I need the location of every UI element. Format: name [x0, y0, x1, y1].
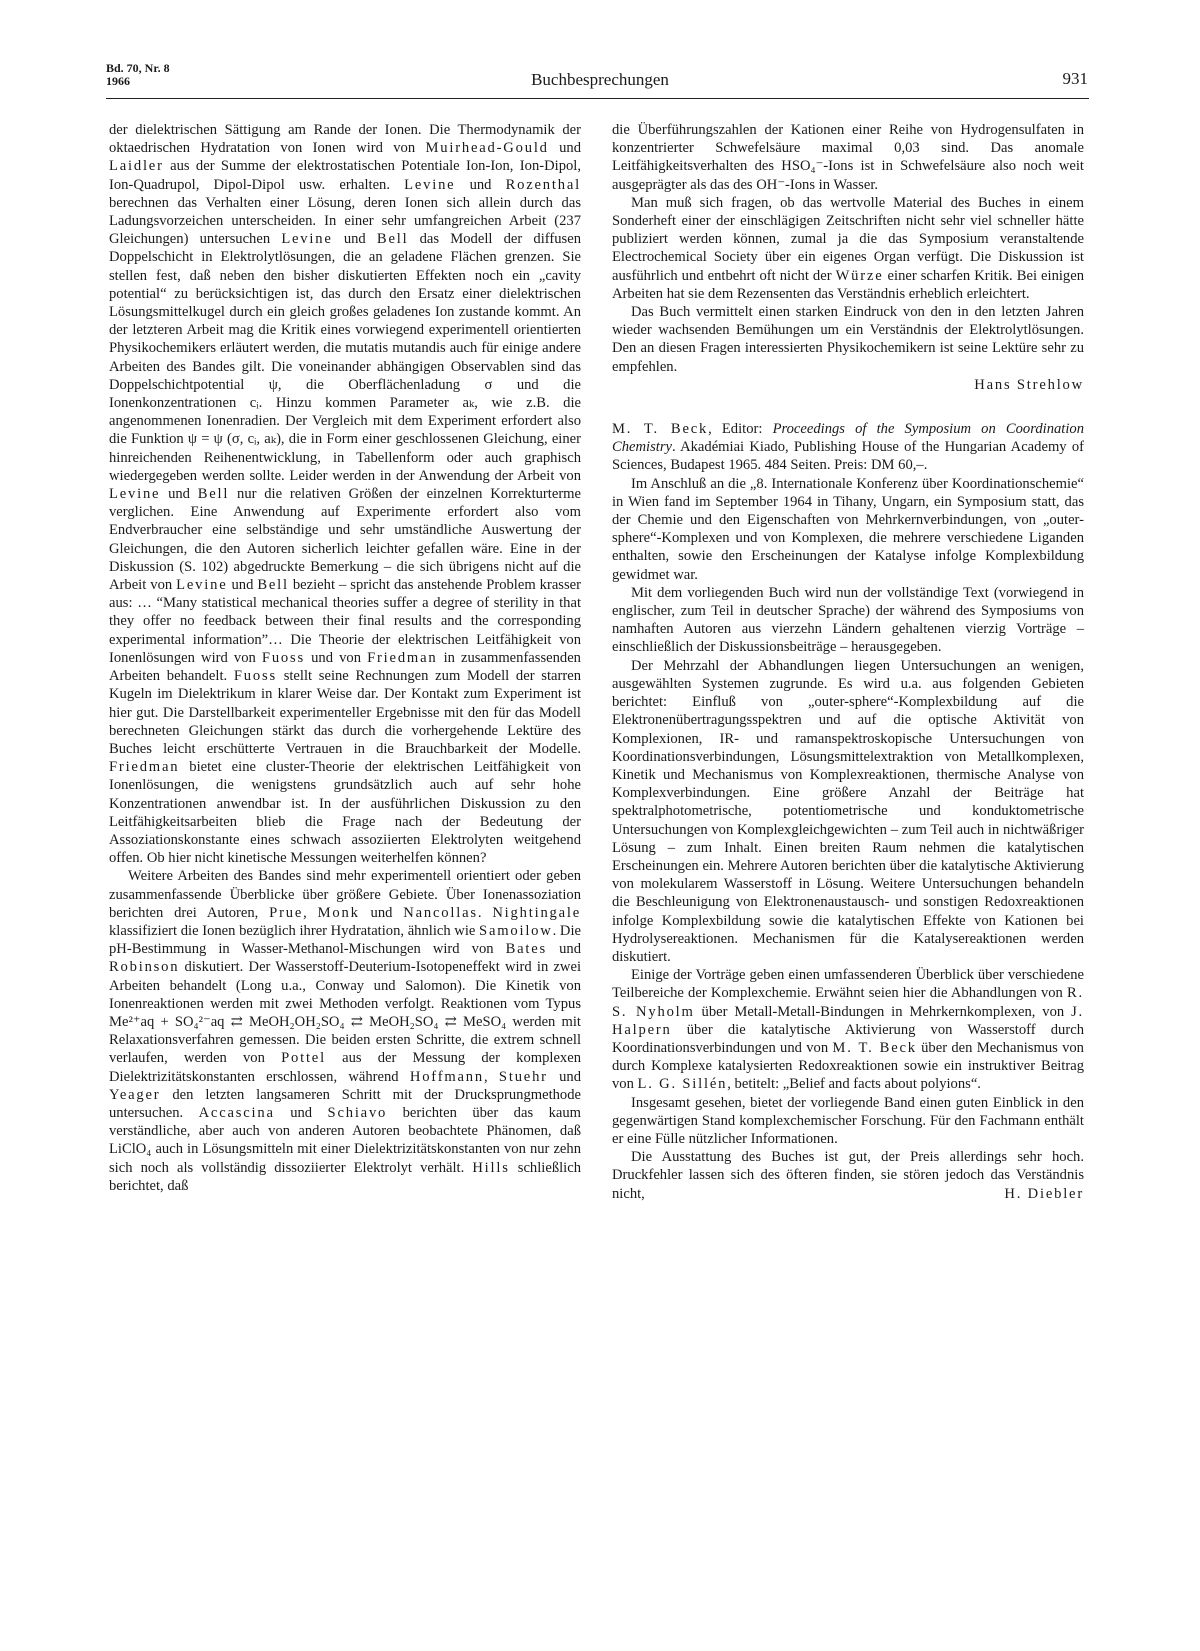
author-name: Friedman [109, 759, 180, 776]
reviewer-signature: Hans Strehlow [974, 376, 1084, 393]
author-name: Hills [472, 1159, 510, 1176]
author-name: R. S. Nyholm [612, 985, 1084, 1020]
author-name: Bell [376, 231, 409, 248]
right-paragraph-9: Die Ausstattung des Buches ist gut, der Preis allerdings sehr hoch. Druckfehler lassen sich des öfteren finden, sie stören jedoch das Verständnis nicht, H. Diebler [612, 1149, 1084, 1202]
right-paragraph-4: Im Anschluß an die „8. Internationale Konferenz über Koordinationschemie“ in Wien fand im September 1964 in Tihany, Ungarn, ein Symposium statt, das der Chemie und den Eigenschaften von Mehrkernverbindungen, von „outer-sphere“-Komplexen und von Komplexen, die mehrere verschiedene Liganden enthalten, sowie den Erscheinungen der Katalyse infolge Komplexbildung gewidmet war. [612, 475, 1084, 583]
author-name: Levine [176, 577, 228, 594]
author-name: Bates [505, 941, 548, 958]
author-name: Pottel [281, 1050, 326, 1067]
right-paragraph-5: Mit dem vorliegenden Buch wird nun der vollständige Text (vorwiegend in englischer, zum Teil in deutscher Sprache) der während des Symposiums von namhaften Autoren aus vierzehn Ländern gehaltenen vierzig Vorträge – einschließlich der Diskussionsbeiträge – herausgegeben. [612, 584, 1084, 656]
author-name: Bell [257, 577, 289, 594]
author-name: Bell [197, 486, 230, 503]
author-name: Rozenthal [505, 176, 581, 193]
header-rule [106, 98, 1089, 99]
author-name: J. Halpern [612, 1003, 1084, 1038]
right-column [612, 121, 1084, 1203]
author-name: Levine [404, 176, 456, 193]
author-name: Laidler [109, 158, 164, 175]
author-name: Levine [109, 486, 161, 503]
left-column [109, 121, 581, 1195]
right-paragraph-6: Der Mehrzahl der Abhandlungen liegen Untersuchungen an wenigen, ausgewählten Systemen zugrunde. Es wird u.a. aus folgenden Gebieten berichtet: Einfluß von „outer-sphere“-Komplexbildung auf die Elektronenübertragungsspektren und auf die optische Aktivität von Komplexionen, IR- und ramanspektroskopische Untersuchungen von Koordinationsverbindungen, Lösungsmittelextraktion von Metallkomplexen, Kinetik und Mechanismus von Komplexreaktionen, thermische Analyse von Komplexverbindungen. Eine größere Anzahl der Beiträge hat spektralphotometrische, potentiometrische und konduktometrische Untersuchungen von Komplexgleichgewichten – zum Teil auch in nichtwäßriger Lösung – zum Inhalt. Einen breiten Raum nehmen die katalytischen Erscheinungen ein. Mehrere Autoren berichten über die katalytische Aktivierung von molekularem Wasserstoff in Lösung. Weitere Untersuchungen behandeln die Beschleunigung von Elektronenaustausch- und sonstigen Redoxreaktionen infolge Komplexbildung sowie die katalytischen Effekte von Kationen bei Hydrolysereaktionen. Mechanismen für die Katalysereaktionen werden diskutiert. [612, 657, 1084, 965]
volume-year: 1966 [106, 74, 130, 88]
right-paragraph-7: Einige der Vorträge geben einen umfassenderen Überblick über verschiedene Teilbereiche der Komplexchemie. Erwähnt seien hier die Abhandlungen von R. S. Nyholm über Metall-Metall-Bindungen in Mehrkernkomplexen, von J. Halpern über die katalytische Aktivierung von Wasserstoff durch Koordinationsverbindungen und von M. T. Beck über den Mechanismus von durch Komplexe katalysierten Redoxreaktionen sowie ein instruktiver Beitrag von L. G. Sillén, betitelt: „Belief and facts about polyions“. [612, 967, 1084, 1093]
review-heading: M. T. Beck, Editor: Proceedings of the Symposium on Coordination Chemistry. Akadémiai Kiado, Publishing House of the Hungarian Academy of Sciences, Budapest 1965. 484 Seiten. Preis: DM 60,–. [612, 421, 1085, 474]
author-name: Levine [281, 231, 333, 248]
book-editor: M. T. Beck [612, 421, 709, 438]
book-publication: . Akadémiai Kiado, Publishing House of the Hungarian Academy of Sciences, Budapest 1965. 484 Seiten. Preis: DM 60,–. [612, 439, 1084, 474]
author-name: Muirhead-Gould [425, 140, 549, 157]
right-paragraph-1: die Überführungszahlen der Kationen einer Reihe von Hydrogensulfaten in konzentrierter Schwefelsäure maximal 0,03 sind. Das anomale Leitfähigkeitsverhalten des HSO₄⁻-Ions ist in Schwefelsäure also noch weit ausgeprägter als das des OH⁻-Ions in Wasser. [612, 122, 1084, 193]
author-name: M. T. Beck [832, 1039, 917, 1056]
reviewer-signature: H. Diebler [1004, 1185, 1084, 1202]
book-title: Proceedings of the Symposium on Coordination Chemistry [612, 421, 1085, 456]
author-name: Schiavo [327, 1104, 388, 1121]
author-name: Samoilow [479, 922, 553, 939]
author-name: Accascina [198, 1104, 275, 1121]
author-name: Monk [317, 904, 360, 921]
author-name: L. G. Sillén [637, 1076, 728, 1093]
left-paragraph-1: der dielektrischen Sättigung am Rande der Ionen. Die Thermodynamik der oktaedrischen Hydratation von Ionen wird von Muirhead-Gould und Laidler aus der Summe der elektrostatischen Potentiale Ion-Ion, Ion-Dipol, Ion-Quadrupol, Dipol-Dipol usw. erhalten. Levine und Rozenthal berechnen das Verhalten einer Lösung, deren Ionen sich allein durch das Ladungsvorzeichen unterscheiden. In einer sehr umfangreichen Arbeit (237 Gleichungen) untersuchen Levine und Bell das Modell der diffusen Doppelschicht in Elektrolytlösungen, die an geladene Flächen grenzen. Sie stellen fest, daß neben den bisher diskutierten Effekten noch ein „cavity potential“ zu berücksichtigen ist, das durch den Ersatz einer dielektrischen Lösungsmittelkugel durch ein gleich großes geladenes Ion zustande kommt. An der letzteren Arbeit mag die Kritik eines vorwiegend experimentell orientierten Physikochemikers erläutert werden, die mutatis mutandis auch für einige andere Arbeiten des Bandes gilt. Die voneinander abhängigen Observablen sind das Doppelschichtpotential ψ, die Oberflächenladung σ und die Ionenkonzentrationen cᵢ. Hinzu kommen Parameter aₖ, wie z.B. die angenommenen Ionenradien. Der Vergleich mit dem Experiment erfordert also die Funktion ψ = ψ (σ, cᵢ, aₖ), die in Form einer geschlossenen Gleichung, einer hinreichenden Reihenentwicklung, in Tabellenform oder auch graphisch wiedergegeben werden sollte. Leider werden in der Anwendung der Arbeit von Levine und Bell nur die relativen Größen der einzelnen Korrekturterme verglichen. Eine Anwendung auf Experimente erfordert also vom Endverbraucher eine selbständige und sehr umständliche Auswertung der Gleichungen, die den Autoren sicherlich leichter gefallen wäre. Eine in der Diskussion (S. 102) abgedruckte Bemerkung – die sich übrigens nicht auf die Arbeit von Levine und Bell bezieht – spricht das anstehende Problem krasser aus: … “Many statistical mechanical theories suffer a degree of sterility in that they offer no feedback between their final results and the corresponding experimental information”… Die Theorie der elektrischen Leitfähigkeit von Ionenlösungen wird von Fuoss und von Friedman in zusammenfassenden Arbeiten behandelt. Fuoss stellt seine Rechnungen zum Modell der starren Kugeln im Dielektrikum in klarer Weise dar. Der Kontakt zum Experiment ist hier gut. Die Darstellbarkeit experimenteller Ergebnisse mit den für das Modell berechneten Gleichungen stärkt das durch die vorhergehende Lektüre des Buches leicht erschütterte Vertrauen in die Brauchbarkeit der Modelle. Friedman bietet eine cluster-Theorie der elektrischen Leitfähigkeit von Ionenlösungen, die wenigstens grundsätzlich auch auf sehr hohe Konzentrationen anwendbar ist. In der ausführlichen Diskussion zu den Leitfähigkeitsarbeiten blieb die Frage nach der Bedeutung der Assoziationskonstante eines schwach assoziierten Elektrolyten weitgehend offen. Ob hier nicht kinetische Messungen weiterhelfen können? [109, 122, 582, 867]
author-name: Nightingale [492, 904, 582, 921]
author-name: Friedman [367, 649, 438, 666]
author-name: Hoffmann [409, 1068, 484, 1085]
left-paragraph-2: Weitere Arbeiten des Bandes sind mehr experimentell orientiert oder geben zusammenfassende Überblicke über größere Gebiete. Über Ionenassoziation berichten drei Autoren, Prue, Monk und Nancollas. Nightingale klassifiziert die Ionen bezüglich ihrer Hydratation, ähnlich wie Samoilow. Die pH-Bestimmung in Wasser-Methanol-Mischungen wird von Bates und Robinson diskutiert. Der Wasserstoff-Deuterium-Isotopeneffekt wird in zwei Arbeiten behandelt (Long u.a., Conway und Salomon). Die Kinetik von Ionenreaktionen werden mit zwei Methoden verfolgt. Reaktionen vom Typus Me²⁺aq + SO₄²⁻aq ⇄ MeOH₂OH₂SO₄ ⇄ MeOH₂SO₄ ⇄ MeSO₄ werden mit Relaxationsverfahren gemessen. Die beiden ersten Schritte, die extrem schnell verlaufen, werden von Pottel aus der Messung der komplexen Dielektrizitätskonstanten erschlossen, während Hoffmann, Stuehr und Yeager den letzten langsameren Schritt mit der Drucksprungmethode untersuchen. Accascina und Schiavo berichten über das kaum verständliche, aber auch von anderen Autoren beobachtete Phänomen, daß LiClO₄ auch in Lösungsmitteln mit einer Dielektrizitätskonstanten von nur zehn sich noch als vollständig dissoziierter Elektrolyt verhält. Hills schließlich berichtet, daß [109, 868, 582, 1194]
author-name: Stuehr [498, 1068, 548, 1085]
author-name: Robinson [109, 959, 180, 976]
author-name: Fuoss [233, 668, 277, 685]
author-name: Prue [269, 904, 304, 921]
page-number: 931 [1062, 69, 1088, 88]
section-title: Buchbesprechungen [531, 70, 669, 89]
author-name: Yeager [109, 1086, 161, 1103]
right-paragraph-8: Insgesamt gesehen, bietet der vorliegende Band einen guten Einblick in den gegenwärtigen Stand komplexchemischer Forschung. Für den Fachmann enthält er eine Fülle nützlicher Informationen. [612, 1094, 1084, 1147]
right-paragraph-3: Das Buch vermittelt einen starken Eindruck von den in den letzten Jahren wieder wachsenden Bemühungen um ein Verständnis der Elektrolytlösungen. Den an diesen Fragen interessierten Physikochemikern ist seine Lektüre sehr zu empfehlen. [612, 304, 1084, 375]
volume-number: Bd. 70, Nr. 8 [106, 61, 170, 75]
author-name: Fuoss [261, 649, 305, 666]
right-paragraph-2: Man muß sich fragen, ob das wertvolle Material des Buches in einem Sonderheft einer der einschlägigen Zeitschriften nicht sehr viel schneller hätte publiziert werden können, zumal ja die das Symposium veranstaltende Electrochemical Society über ein eigenes Organ verfügt. Die Diskussion ist ausführlich und entbehrt oft nicht der Würze einer scharfen Kritik. Bei einigen Arbeiten hat sie dem Rezensenten das Verständnis erheblich erleichtert. [612, 194, 1085, 302]
author-name: Nancollas [403, 904, 478, 921]
